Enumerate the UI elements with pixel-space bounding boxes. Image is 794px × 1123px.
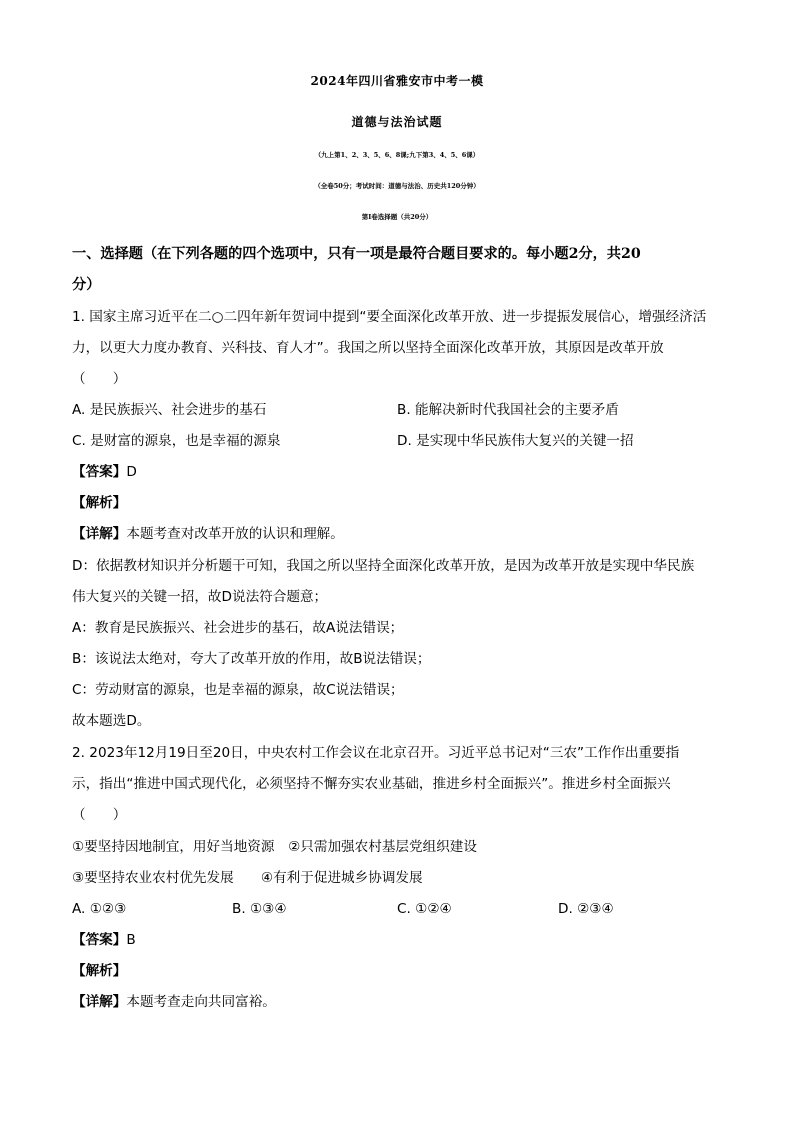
answer-tag: 【答案】	[72, 464, 127, 480]
exam-title: 2024年四川省雅安市中考一模	[310, 74, 484, 88]
section-instruction-line2: 分）	[72, 277, 101, 293]
scope-line: （九上第1、2、3、5、6、8课;九下第3、4、5、6课）	[314, 151, 480, 159]
exam-info-line: （全卷50分；考试时间：道德与法治、历史共120分钟）	[314, 182, 480, 190]
q2-stem-line2: 示，指出“推进中国式现代化，必须坚持不懈夯实农业基础，推进乡村全面振兴”。推进乡村全面振兴	[72, 776, 671, 792]
q1-option-d: D. 是实现中华民族伟大复兴的关键一招	[397, 433, 634, 449]
q2-answer	[72, 930, 722, 950]
q1-explain-b: B：该说法太绝对，夸大了改革开放的作用，故B说法错误；	[72, 651, 431, 667]
q1-option-a: A. 是民族振兴、社会进步的基石	[72, 402, 267, 418]
part-heading: 第Ⅰ卷选择题（共20分）	[361, 213, 433, 221]
answer-value: D	[126, 464, 137, 480]
q1-conclusion: 故本题选D。	[72, 713, 151, 729]
q2-option-a: A. ①②③	[72, 901, 127, 917]
answer-tag: 【答案】	[72, 932, 127, 948]
q2-detail	[72, 992, 722, 1012]
q1-detail	[72, 524, 722, 544]
answer-value: B	[126, 932, 136, 948]
detail-text: 本题考查对改革开放的认识和理解。	[126, 526, 344, 542]
q1-answer	[72, 462, 722, 482]
q2-option-d: D. ②③④	[558, 901, 614, 917]
q1-option-b: B. 能解决新时代我国社会的主要矛盾	[397, 402, 619, 418]
q1-option-c: C. 是财富的源泉，也是幸福的源泉	[72, 433, 281, 449]
q2-paren: （ ）	[72, 807, 127, 823]
analysis-tag: 【解析】	[72, 963, 127, 979]
q1-analysis-tag	[72, 493, 722, 513]
q1-explain-a: A：教育是民族振兴、社会进步的基石，故A说法错误；	[72, 620, 404, 636]
q1-paren: （ ）	[72, 371, 127, 387]
q2-option-b: B. ①③④	[232, 901, 287, 917]
q1-stem-line1: 1. 国家主席习近平在二○二四年新年贺词中提到“要全面深化改革开放、进一步提振发展信心，增强经济活	[72, 309, 707, 325]
detail-tag: 【详解】	[72, 994, 127, 1010]
q2-items-line1: ①要坚持因地制宜，用好当地资源 ②只需加强农村基层党组织建设	[72, 839, 477, 855]
q2-stem-line1: 2. 2023年12月19日至20日，中央农村工作会议在北京召开。习近平总书记对“三农”工作作出重要指	[72, 745, 680, 761]
subject-title: 道德与法治试题	[351, 115, 443, 129]
q2-items-line2: ③要坚持农业农村优先发展 ④有利于促进城乡协调发展	[72, 870, 423, 886]
q1-stem-line2: 力，以更大力度办教育、兴科技、育人才”。我国之所以坚持全面深化改革开放，其原因是改革开放	[72, 340, 664, 356]
q2-option-c: C. ①②④	[397, 901, 452, 917]
q1-explain-d-line2: 伟大复兴的关键一招，故D说法符合题意；	[72, 589, 328, 605]
detail-tag: 【详解】	[72, 526, 127, 542]
analysis-tag: 【解析】	[72, 495, 127, 511]
detail-text: 本题考查走向共同富裕。	[126, 994, 276, 1010]
q1-explain-d-line1: D：依据教材知识并分析题干可知，我国之所以坚持全面深化改革开放，是因为改革开放是实现中华民族	[72, 558, 695, 574]
section-instruction-line1: 一、选择题（在下列各题的四个选项中，只有一项是最符合题目要求的。每小题2分，共20	[72, 246, 641, 262]
q2-analysis-tag	[72, 961, 722, 981]
q1-explain-c: C：劳动财富的源泉，也是幸福的源泉，故C说法错误；	[72, 682, 404, 698]
